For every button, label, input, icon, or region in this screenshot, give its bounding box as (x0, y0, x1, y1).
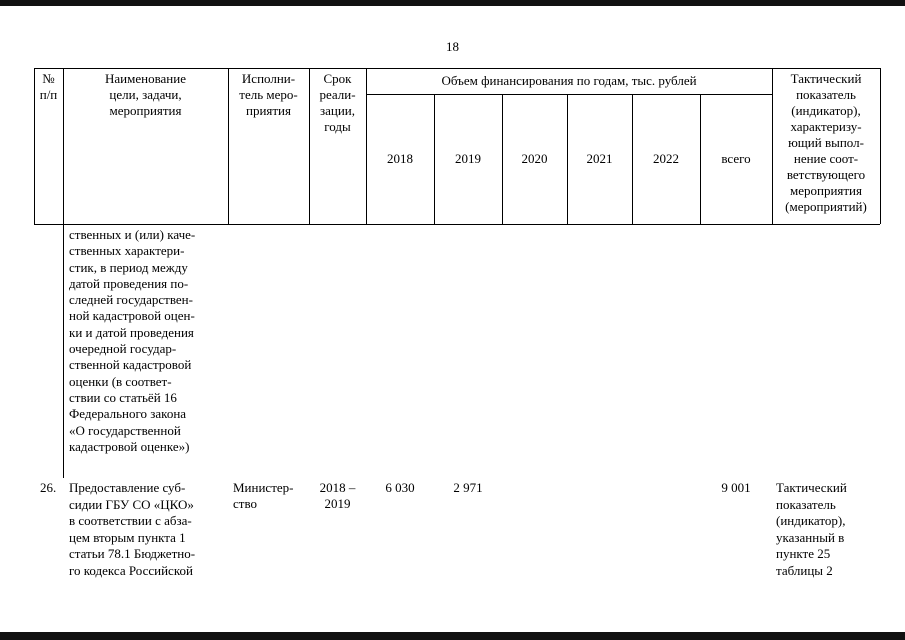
row-26-term: 2018 – 2019 (319, 480, 356, 511)
row-26-2019: 2 971 (453, 480, 483, 495)
header-total: всего (721, 151, 751, 166)
row-26-name: Предоставление суб- сидии ГБУ СО «ЦКО» в соответствии с абза- цем вторым пункта 1 статьи 78.1 Бюджетно- го кодекса Российской (69, 480, 196, 578)
header-num: № п/п (39, 71, 58, 102)
row-26-num: 26. (40, 480, 57, 495)
header-year-2021: 2021 (586, 151, 613, 166)
header-year-2019: 2019 (455, 151, 481, 166)
header-indicator: Тактический показатель (индикатор), характеризу- ющий выпол- нение соот- ветствующего мероприятия (мероприятий) (785, 71, 867, 214)
header-executor: Исполни- тель меро- приятия (239, 71, 298, 118)
top-border (0, 0, 905, 6)
row-26-executor: Министер- ство (233, 480, 294, 511)
header-year-2022: 2022 (653, 151, 679, 166)
continuation-text: ственных и (или) каче- ственных характери- стик, в период между датой проведения по- следней государствен- ной кадастровой оцен- ки и датой проведения очередной государ- ственной кадастровой оценки (в соответ- ствии со статьёй 16 Федерального закона «О государственной кадастровой оценке») (69, 227, 196, 454)
bottom-border (0, 632, 905, 640)
header-term: Срок реали- зации, годы (319, 71, 356, 134)
header-year-2020: 2020 (521, 151, 548, 166)
row-26-2018: 6 030 (385, 480, 415, 495)
row-26-total: 9 001 (721, 480, 751, 495)
header-name: Наименование цели, задачи, мероприятия (105, 71, 186, 118)
header-financing: Объем финансирования по годам, тыс. рублей (441, 73, 697, 88)
page-number: 18 (446, 39, 459, 54)
header-year-2018: 2018 (387, 151, 413, 166)
row-26-indicator: Тактический показатель (индикатор), указанный в пункте 25 таблицы 2 (776, 480, 847, 578)
